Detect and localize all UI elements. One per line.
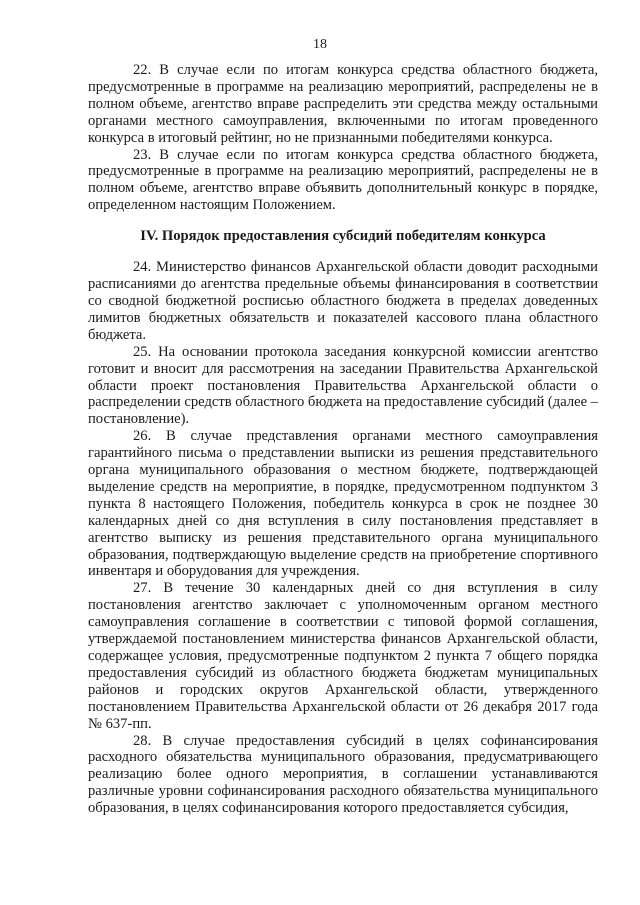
paragraph-25: 25. На основании протокола заседания конкурсной комиссии агентство готовит и вносит для рассмотрения на заседании Правительства Архангельской области проект постановления Правительства Архангельской области о распределении средств областного бюджета на предоставление субсидий (далее – постановление). [88, 343, 598, 428]
paragraph-27: 27. В течение 30 календарных дней со дня вступления в силу постановления агентство заключает с уполномоченным органом местного самоуправления соглашение в соответствии с типовой формой соглашения, утверждаемой постановлением министерства финансов Архангельской области, содержащее условия, предусмотренные подпунктом 2 пункта 7 общего порядка предоставления субсидий из областного бюджета бюджетам муниципальных районов и городских округов Архангельской области, утвержденного постановлением Правительства Архангельской области от 26 декабря 2017 года № 637-пп. [88, 580, 598, 732]
paragraph-23: 23. В случае если по итогам конкурса средства областного бюджета, предусмотренные в программе на реализацию мероприятий, распределены не в полном объеме, агентство вправе объявить дополнительный конкурс в порядке, определенном настоящим Положением. [88, 146, 598, 214]
paragraph-28: 28. В случае предоставления субсидий в целях софинансирования расходного обязательства муниципального образования, предусматривающего реализацию более одного мероприятия, в соглашении устанавливаются различные уровни софинансирования расходного обязательства муниципального образования, в целях софинансирования которого предоставляется субсидия, [88, 732, 598, 817]
paragraph-26: 26. В случае представления органами местного самоуправления гарантийного письма о представлении выписки из решения представительного органа муниципального образования о местном бюджете, подтверждающей выделение средств на мероприятие, в порядке, предусмотренном подпунктом 3 пункта 8 настоящего Положения, победитель конкурса в срок не позднее 30 календарных дней со дня вступления в силу постановления представляет в агентство выписку из решения представительного органа муниципального образования, подтверждающую выделение средств на приобретение спортивного инвентаря и оборудования для учреждения. [88, 428, 598, 580]
paragraph-22: 22. В случае если по итогам конкурса средства областного бюджета, предусмотренные в программе на реализацию мероприятий, распределены не в полном объеме, агентство вправе распределить эти средства между остальными органами местного самоуправления, включенными по итогам проведенного конкурса в итоговый рейтинг, но не признанными победителями конкурса. [88, 62, 598, 146]
paragraph-24: 24. Министерство финансов Архангельской области доводит расходными расписаниями до агентства предельные объемы финансирования в соответствии со сводной бюджетной росписью областного бюджета в пределах доведенных лимитов бюджетных обязательств и показателей кассового плана областного бюджета. [88, 259, 598, 343]
page-number: 18 [313, 37, 327, 52]
section-heading: IV. Порядок предоставления субсидий победителям конкурса [140, 228, 546, 245]
document-body [88, 62, 598, 817]
